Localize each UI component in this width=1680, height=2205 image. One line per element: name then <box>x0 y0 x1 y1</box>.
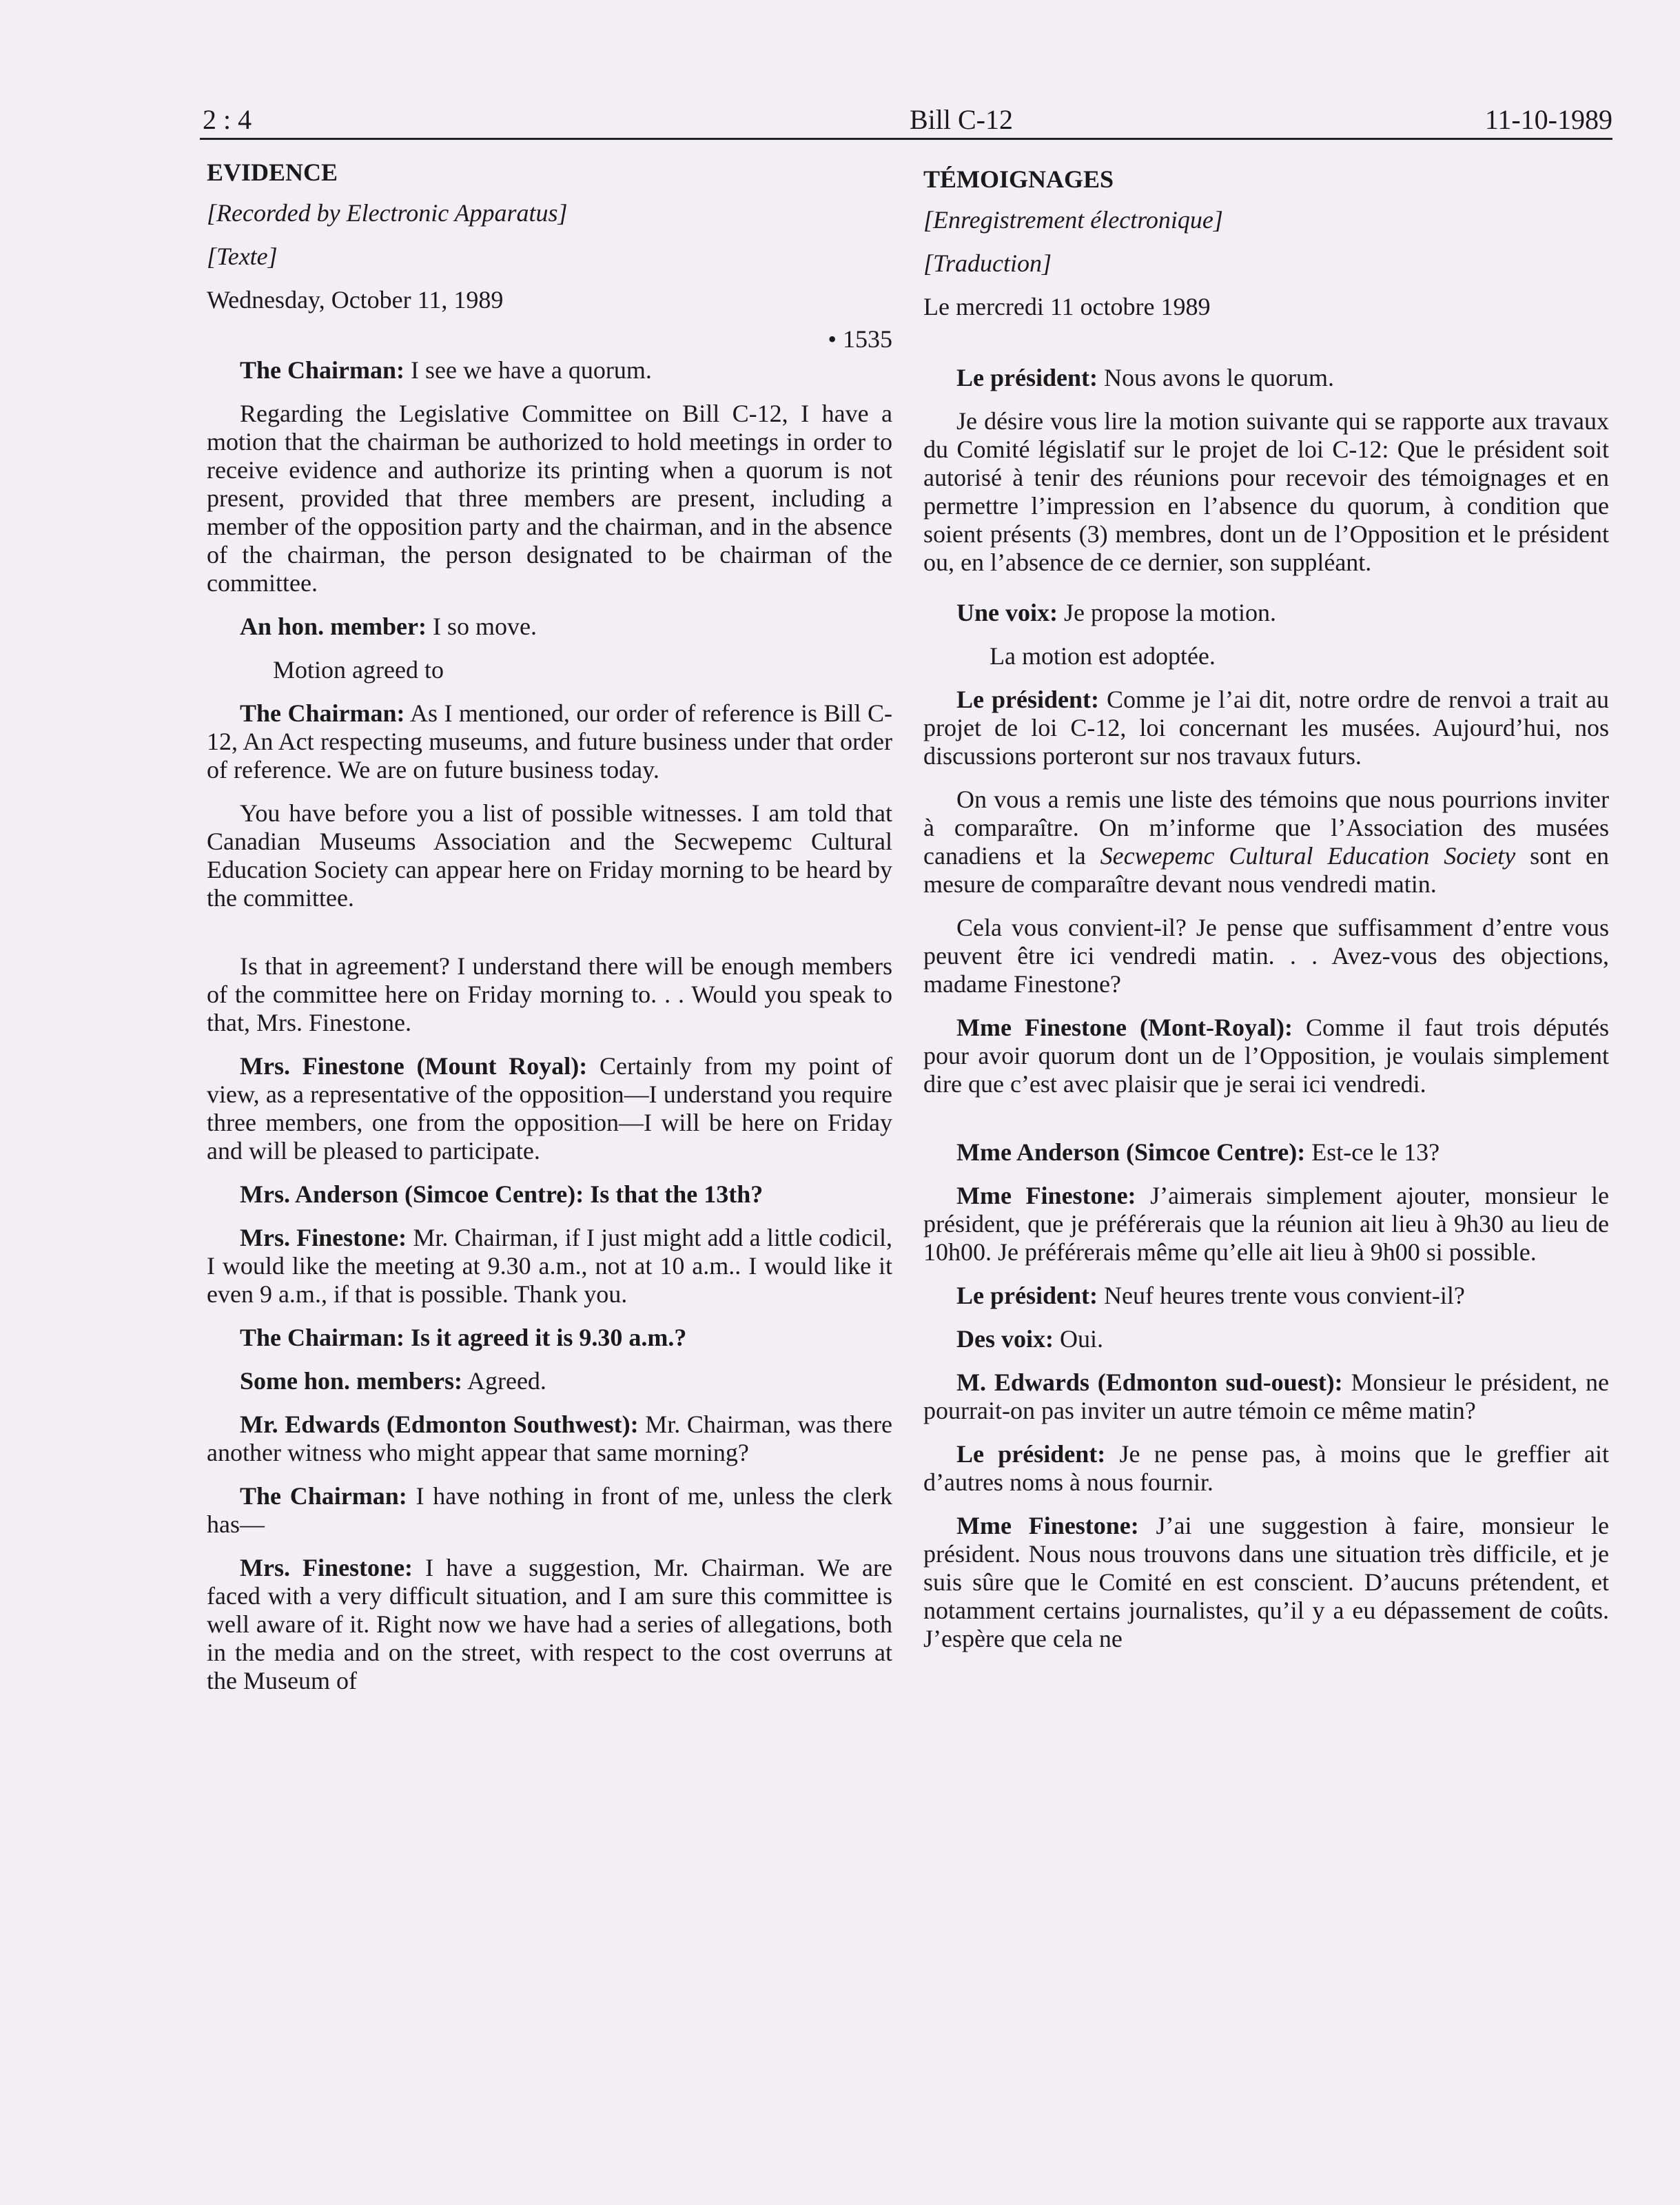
paragraph <box>207 1482 892 1539</box>
paragraph <box>923 786 1609 899</box>
speech-text: sont en mesure de comparaître devant nous vendredi matin. <box>923 842 1610 898</box>
paragraph <box>923 1282 1609 1310</box>
speaker-name: The Chairman: Is it agreed it is 9.30 a.m.? <box>240 1324 687 1351</box>
speaker-name: Mr. Edwards (Edmonton Southwest): <box>240 1411 639 1438</box>
section-heading: TÉMOIGNAGES <box>923 165 1114 193</box>
paragraph <box>923 1325 1609 1353</box>
speaker-name: An hon. member: <box>240 613 427 640</box>
speech-text: I have nothing in front of me, unless the clerk has— <box>207 1482 893 1538</box>
speech-text: Comme je l’ai dit, notre ordre de renvoi a trait au projet de loi C-12, loi concernant les musées. Aujourd’hui, nos discussions porteront sur nos travaux futurs. <box>923 686 1610 770</box>
society-name: Secwepemc Cultural Education Society <box>1100 842 1516 870</box>
language-note: [Traduction] <box>923 249 1052 277</box>
speaker-name: Le président: <box>956 364 1098 391</box>
paragraph <box>207 1554 892 1695</box>
speaker-name: Some hon. members: <box>240 1367 462 1395</box>
speech-text: Je propose la motion. <box>1058 599 1276 626</box>
speaker-name: M. Edwards (Edmonton sud-ouest): <box>956 1368 1343 1396</box>
speaker-name: Des voix: <box>956 1325 1054 1353</box>
speaker-name: The Chairman: <box>240 699 405 727</box>
paragraph <box>923 1014 1609 1098</box>
speaker-name: Mrs. Finestone: <box>240 1554 413 1581</box>
paragraph <box>923 1138 1609 1167</box>
speaker-name: The Chairman: <box>240 356 405 384</box>
speech-text: Oui. <box>1053 1325 1103 1353</box>
sitting-date: Wednesday, October 11, 1989 <box>207 286 504 314</box>
paragraph: La motion est adoptée. <box>990 642 1216 670</box>
recording-note: [Recorded by Electronic Apparatus] <box>207 199 568 227</box>
paragraph <box>207 699 892 784</box>
speech-text: Agreed. <box>462 1367 546 1395</box>
speaker-name: The Chairman: <box>240 1482 407 1510</box>
paragraph: Je désire vous lire la motion suivante qui se rapporte aux travaux du Comité législatif sur le projet de loi C-12: Que le président soit autorisé à tenir des réunions pour recevoir des témoignages et en permettre l’impression en l’absence du quorum, à condition que soient présents (3) membres, dont un de l’Opposition et le président ou, en l’absence de ce dernier, son suppléant. <box>923 407 1609 576</box>
bill-title: Bill C-12 <box>909 104 1014 135</box>
language-note: [Texte] <box>207 243 278 270</box>
paragraph <box>923 1440 1609 1497</box>
paragraph: Cela vous convient-il? Je pense que suffisamment d’entre vous peuvent être ici vendredi matin. . . Avez-vous des objections, madame Finestone? <box>923 914 1609 998</box>
speech-text: I see we have a quorum. <box>404 356 652 384</box>
speech-text: Est-ce le 13? <box>1305 1138 1440 1166</box>
time-stamp: • 1535 <box>828 325 892 353</box>
speaker-name: Le président: <box>956 686 1100 713</box>
speaker-name: Mme Anderson (Simcoe Centre): <box>956 1138 1306 1166</box>
paragraph <box>207 613 892 641</box>
speech-text: Monsieur le président, ne pourrait-on pas inviter un autre témoin ce même matin? <box>923 1368 1609 1424</box>
speech-text: I have a suggestion, Mr. Chairman. We are faced with a very difficult situation, and I am sure this committee is well aware of it. Right now we have had a series of allegations, both in the media and on the street, with respect to the cost overruns at the Museum of <box>207 1554 892 1694</box>
speech-text: Certainly from my point of view, as a representative of the opposition—I understand you require three members, one from the opposition—I will be here on Friday and will be pleased to participate. <box>207 1052 892 1165</box>
speech-text: J’ai une suggestion à faire, monsieur le président. Nous nous trouvons dans une situation très difficile, et je suis sûre que le Comité en est conscient. D’aucuns prétendent, et notamment certains journalistes, qu’il y a eu dépassement de coûts. J’espère que cela ne <box>923 1512 1609 1652</box>
french-column <box>923 165 1609 1668</box>
paragraph <box>207 1224 892 1309</box>
section-heading: EVIDENCE <box>207 158 338 186</box>
header-date: 11-10-1989 <box>1484 104 1612 135</box>
speech-text: Mr. Chairman, if I just might add a little codicil, I would like the meeting at 9.30 a.m., not at 10 a.m.. I would like it even 9 a.m., if that is possible. Thank you. <box>207 1224 892 1308</box>
speech-text: Neuf heures trente vous convient-il? <box>1097 1282 1465 1309</box>
paragraph <box>923 686 1609 770</box>
paragraph <box>207 1411 892 1467</box>
speaker-name: Le président: <box>956 1440 1106 1468</box>
paragraph <box>207 1180 892 1209</box>
speech-text: Nous avons le quorum. <box>1097 364 1334 391</box>
speaker-name: Mrs. Finestone (Mount Royal): <box>240 1052 588 1080</box>
paragraph <box>207 1367 892 1395</box>
speech-text: Je ne pense pas, à moins que le greffier ait d’autres noms à nous fournir. <box>923 1440 1609 1496</box>
speaker-name: Mme Finestone (Mont-Royal): <box>956 1014 1293 1041</box>
speaker-name: Mrs. Finestone: <box>240 1224 407 1251</box>
paragraph <box>207 356 892 384</box>
speech-text: On vous a remis une liste des témoins que nous pourrions inviter à comparaître. On m’informe que l’Association des musées canadiens et la <box>923 786 1609 870</box>
page-header <box>200 103 1612 140</box>
speaker-name: Mme Finestone: <box>956 1512 1139 1539</box>
speaker-name: Le président: <box>956 1282 1098 1309</box>
paragraph <box>923 599 1609 627</box>
paragraph <box>923 364 1609 392</box>
paragraph: Regarding the Legislative Committee on Bill C-12, I have a motion that the chairman be authorized to hold meetings in order to receive evidence and authorize its printing when a quorum is not present, provided that three members are present, including a member of the opposition party and the chairman, and in the absence of the chairman, the person designated to be chairman of the committee. <box>207 400 892 597</box>
paragraph <box>207 1052 892 1165</box>
paragraph <box>207 1324 892 1352</box>
paragraph: Motion agreed to <box>273 656 444 684</box>
speech-text: As I mentioned, our order of reference is Bill C-12, An Act respecting museums, and future business under that order of reference. We are on future business today. <box>207 699 892 783</box>
speech-text: J’aimerais simplement ajouter, monsieur le président, que je préférerais que la réunion ait lieu à 9h30 au lieu de 10h00. Je préférerais même qu’elle ait lieu à 9h00 si possible. <box>923 1182 1609 1266</box>
recording-note: [Enregistrement électronique] <box>923 206 1223 234</box>
english-column <box>207 158 892 1710</box>
paragraph: Is that in agreement? I understand there will be enough members of the committee here on Friday morning to. . . Would you speak to that, Mrs. Finestone. <box>207 952 892 1036</box>
speaker-name: Mrs. Anderson (Simcoe Centre): Is that the 13th? <box>240 1180 764 1208</box>
speaker-name: Mme Finestone: <box>956 1182 1136 1209</box>
speech-text: Mr. Chairman, was there another witness who might appear that same morning? <box>207 1411 892 1466</box>
sitting-date: Le mercredi 11 octobre 1989 <box>923 293 1211 320</box>
speaker-name: Une voix: <box>956 599 1058 626</box>
speech-text: I so move. <box>426 613 537 640</box>
paragraph: You have before you a list of possible witnesses. I am told that Canadian Museums Association and the Secwepemc Cultural Education Society can appear here on Friday morning to be heard by the committee. <box>207 799 892 912</box>
page-number: 2 : 4 <box>203 104 252 135</box>
speech-text: Comme il faut trois députés pour avoir quorum dont un de l’Opposition, je voulais simplement dire que c’est avec plaisir que je serai ici vendredi. <box>923 1014 1609 1098</box>
paragraph <box>923 1182 1609 1266</box>
paragraph <box>923 1368 1609 1425</box>
paragraph <box>923 1512 1609 1653</box>
